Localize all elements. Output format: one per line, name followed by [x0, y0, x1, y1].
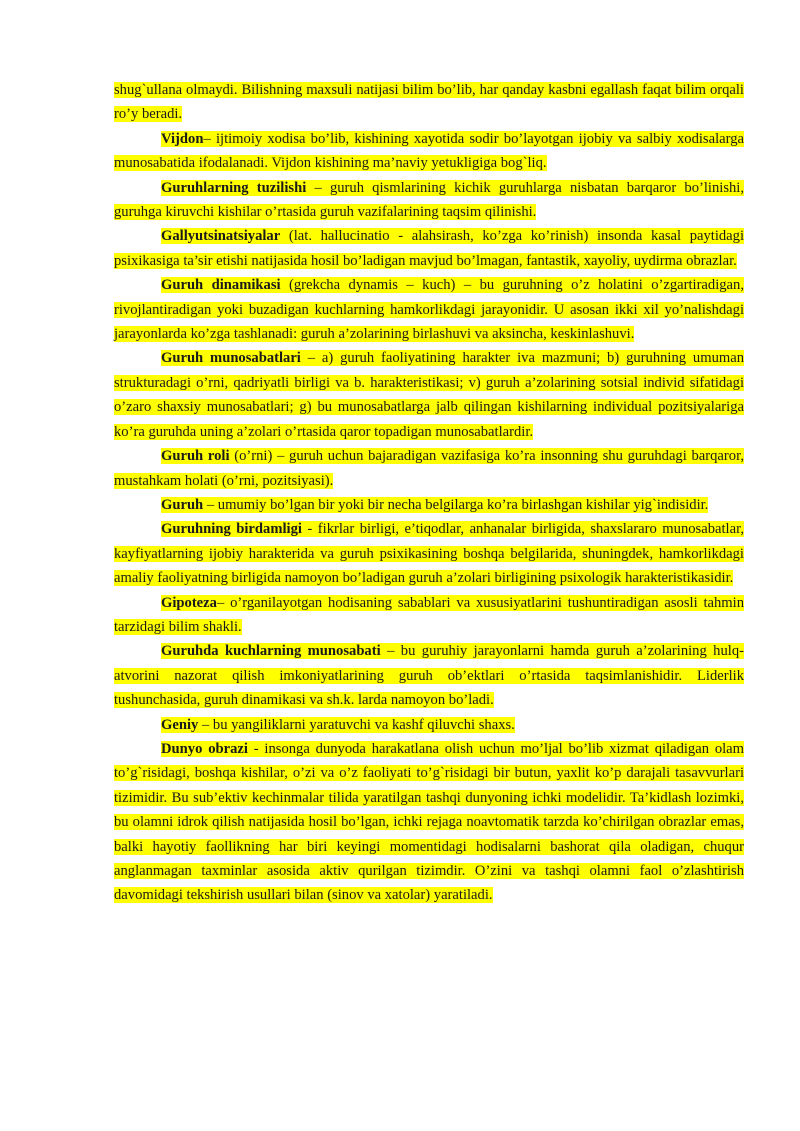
- paragraph-12: [114, 737, 744, 908]
- paragraph-4: [114, 273, 744, 346]
- definition: – ijtimoiy xodisa bo’lib, kishining xayotida sodir bo’layotgan ijobiy va salbiy xodisalarga munosabatida ifodalanadi. Vijdon kishining ma’naviy yetukligiga bog`liq.: [114, 130, 744, 172]
- definition: – umumiy bo’lgan bir yoki bir necha belgilarga ko’ra birlashgan kishilar yig`indisidir.: [203, 496, 709, 513]
- term: Guruh: [161, 496, 204, 513]
- paragraph-8: [114, 517, 744, 590]
- definition: – guruh qismlarining kichik guruhlarga nisbatan barqaror bo’linishi, guruhga kiruvchi kishilar o’rtasida guruh vazifalarining taqsim qilinishi.: [114, 179, 744, 221]
- term: Guruh roli: [161, 448, 230, 465]
- paragraph-6: [114, 444, 744, 493]
- term: Guruh munosabatlari: [161, 350, 301, 367]
- term: Gallyutsinatsiyalar: [161, 228, 281, 245]
- term: Dunyo obrazi: [161, 740, 248, 757]
- paragraph-7: [114, 493, 744, 517]
- definition: – bu yangiliklarni yaratuvchi va kashf qiluvchi shaxs.: [198, 716, 515, 733]
- definition: – a) guruh faoliyatining harakter iva mazmuni; b) guruhning umuman strukturadagi o’rni, qadriyatli birligi va b. harakteristikasi; v) guruh a’zolarining sotsial individ sifatidagi o’zaro shaxsiy munosabatlari; g) bu munosabatlarga jalb qilingan kishilarning individual pozitsiyalariga ko’ra guruhda uning a’zolari o’rtasida qaror topadigan munosabatlardir.: [114, 350, 744, 440]
- term: Guruhlarning tuzilishi: [161, 179, 307, 196]
- term: Guruhda kuchlarning munosabati: [161, 643, 381, 660]
- definition: (grekcha dynamis – kuch) – bu guruhning o’z holatini o’zgartiradigan, rivojlantiradigan yoki buzadigan kuchlarning hamkorlikdagi jarayonidir. U asosan ikki xil yo’nalishdagi jarayonlarda ko’zga tashlanadi: guruh a’zolarining birlashuvi va aksincha, keskinlashuvi.: [114, 277, 744, 343]
- paragraph-11: [114, 713, 744, 737]
- definition: - insonga dunyoda harakatlana olish uchun mo’ljal bo’lib xizmat qiladigan olam to’g`risidagi, boshqa kishilar, o’zi va o’z faoliyati to’g`risidagi bir butun, yaxlit ko’p darajali tasavvurlari tizimidir. Bu sub’ektiv kechinmalar tilida yaratilgan tashqi dunyoning ichki modelidir. Ta’kidlash lozimki, bu olamni idrok qilish natijasida hosil bo’lgan, ichki rejaga noavtomatik tarzda ko’chirilgan obrazlar emas, balki hayotiy faollikning har biri keyingi momentidagi hodisalarni bashorat qila oladigan, chuqur anglanmagan taxminlar asosida aktiv qurilgan tizimdir. O’zini va tashqi olamni faol o’zlashtirish davomidagi tekshirish usullari bilan (sinov va xatolar) yaratiladi.: [114, 740, 745, 904]
- paragraph-1: [114, 127, 744, 176]
- term: Geniy: [161, 716, 199, 733]
- paragraph-5: [114, 346, 744, 444]
- paragraph-0: [114, 78, 744, 127]
- term: Gipoteza: [161, 594, 217, 611]
- document-page: [114, 78, 744, 908]
- term: Guruhning birdamligi: [161, 521, 302, 538]
- definition: - fikrlar birligi, e’tiqodlar, anhanalar birligida, shaxslararo munosabatlar, kayfiyatlarning ijobiy harakterida va guruh psixikasining boshqa belgilarida, shuningdek, hamkorlikdagi amaliy faoliyatning birligida namoyon bo’ladigan guruh a’zolari birligining psixologik harakteristikasidir.: [114, 521, 744, 587]
- term: Guruh dinamikasi: [161, 277, 281, 294]
- definition: (lat. hallucinatio - alahsirash, ko’zga ko’rinish) insonda kasal paytidagi psixikasiga ta’sir etishi natijasida hosil bo’ladigan mavjud bo’lmagan, fantastik, xayoliy, uydirma obrazlar.: [114, 228, 744, 269]
- paragraph-10: [114, 639, 744, 712]
- definition: (o’rni) – guruh uchun bajaradigan vazifasiga ko’ra insonning shu guruhdagi barqaror, mustahkam holati (o’rni, pozitsiyasi).: [114, 448, 744, 489]
- paragraph-2: [114, 176, 744, 225]
- definition: – o’rganilayotgan hodisaning sabablari va xususiyatlarini tushuntiradigan asosli tahmin tarzidagi bilim shakli.: [114, 594, 744, 635]
- definition: shug`ullana olmaydi. Bilishning maxsuli natijasi bilim bo’lib, har qanday kasbni egallash faqat bilim orqali ro’y beradi.: [114, 82, 744, 123]
- term: Vijdon: [161, 130, 204, 147]
- definition: – bu guruhiy jarayonlarni hamda guruh a’zolarining hulq-atvorini nazorat qilish imkoniyatlarining guruh ob’ektlari o’rtasida taqsimlanishidir. Liderlik tushunchasida, guruh dinamikasi va sh.k. larda namoyon bo’ladi.: [114, 643, 744, 709]
- paragraph-3: [114, 224, 744, 273]
- paragraph-9: [114, 591, 744, 640]
